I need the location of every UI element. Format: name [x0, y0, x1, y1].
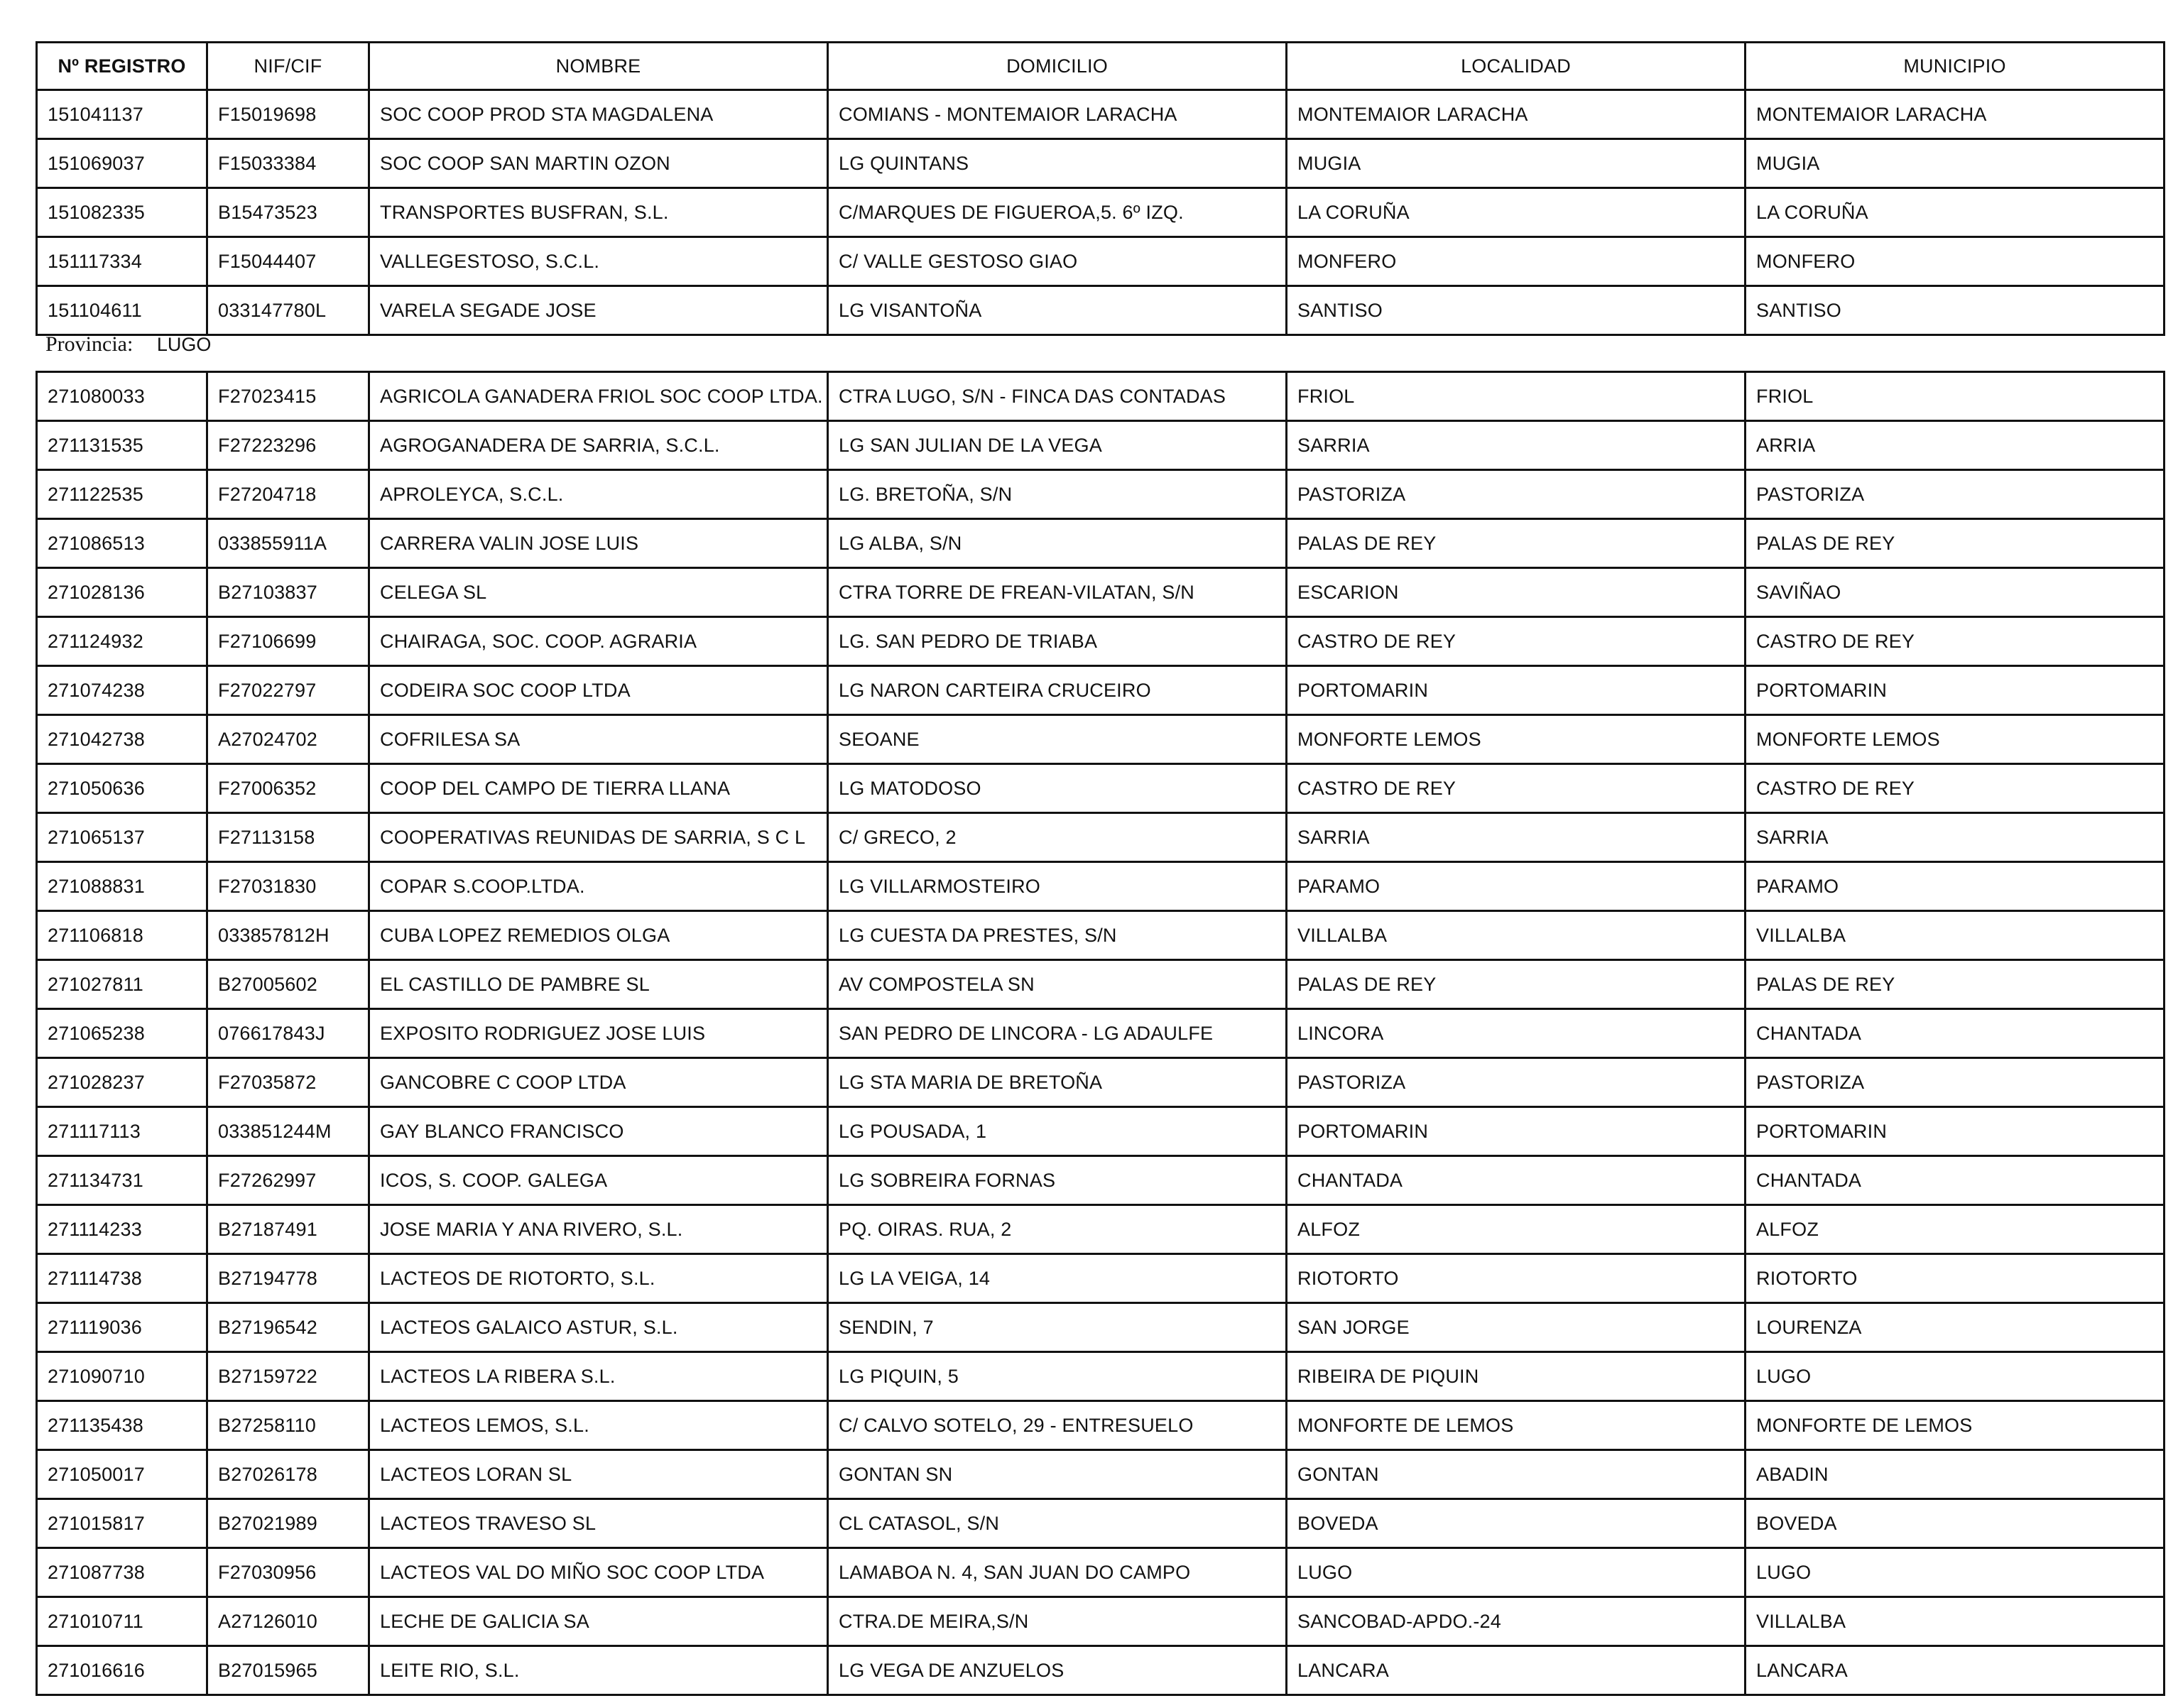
cell-localidad: PARAMO: [1287, 862, 1746, 911]
cell-registro: 271119036: [37, 1303, 207, 1352]
cell-nif: F15019698: [207, 90, 369, 139]
cell-nif: F27113158: [207, 813, 369, 862]
table-row: [37, 1352, 2165, 1401]
province-value: LUGO: [156, 334, 212, 355]
cell-municipio: LUGO: [1746, 1352, 2165, 1401]
table-row: [37, 1303, 2165, 1352]
table-row: [37, 813, 2165, 862]
cell-nombre: COOP DEL CAMPO DE TIERRA LLANA: [369, 764, 828, 813]
cell-municipio: MONTEMAIOR LARACHA: [1746, 90, 2165, 139]
header-domicilio: DOMICILIO: [828, 43, 1287, 90]
table-row: [37, 960, 2165, 1009]
cell-registro: 271090710: [37, 1352, 207, 1401]
cell-nif: B27187491: [207, 1205, 369, 1254]
table-row: [37, 617, 2165, 666]
table-row: [37, 568, 2165, 617]
cell-nombre: CARRERA VALIN JOSE LUIS: [369, 519, 828, 568]
table-row: [37, 1058, 2165, 1107]
header-nombre: NOMBRE: [369, 43, 828, 90]
cell-domicilio: PQ. OIRAS. RUA, 2: [828, 1205, 1287, 1254]
cell-municipio: SARRIA: [1746, 813, 2165, 862]
cell-nif: F27023415: [207, 372, 369, 421]
cell-domicilio: AV COMPOSTELA SN: [828, 960, 1287, 1009]
header-localidad: LOCALIDAD: [1287, 43, 1746, 90]
table-header-row: [37, 43, 2165, 90]
cell-nif: 033855911A: [207, 519, 369, 568]
cell-municipio: LA CORUÑA: [1746, 188, 2165, 237]
cell-municipio: FRIOL: [1746, 372, 2165, 421]
cell-nombre: CUBA LOPEZ REMEDIOS OLGA: [369, 911, 828, 960]
table-row: [37, 1156, 2165, 1205]
cell-nif: F27031830: [207, 862, 369, 911]
cell-nif: B27159722: [207, 1352, 369, 1401]
cell-registro: 271016616: [37, 1646, 207, 1695]
header-nif: NIF/CIF: [207, 43, 369, 90]
cell-domicilio: C/ GRECO, 2: [828, 813, 1287, 862]
cell-nif: F27022797: [207, 666, 369, 715]
cell-registro: 271131535: [37, 421, 207, 470]
cell-municipio: PORTOMARIN: [1746, 1107, 2165, 1156]
cell-nombre: SOC COOP PROD STA MAGDALENA: [369, 90, 828, 139]
cell-nombre: LACTEOS LEMOS, S.L.: [369, 1401, 828, 1450]
cell-nif: B27258110: [207, 1401, 369, 1450]
table-row: [37, 1499, 2165, 1548]
cell-nif: F15044407: [207, 237, 369, 286]
cell-registro: 271117113: [37, 1107, 207, 1156]
cell-registro: 271027811: [37, 960, 207, 1009]
cell-nombre: EXPOSITO RODRIGUEZ JOSE LUIS: [369, 1009, 828, 1058]
cell-domicilio: LG CUESTA DA PRESTES, S/N: [828, 911, 1287, 960]
cell-municipio: ARRIA: [1746, 421, 2165, 470]
table-row: [37, 1401, 2165, 1450]
cell-localidad: MUGIA: [1287, 139, 1746, 188]
table-row: [37, 1450, 2165, 1499]
cell-localidad: CHANTADA: [1287, 1156, 1746, 1205]
cell-domicilio: CTRA LUGO, S/N - FINCA DAS CONTADAS: [828, 372, 1287, 421]
cell-registro: 271080033: [37, 372, 207, 421]
province-line: [45, 332, 211, 357]
cell-domicilio: LG SAN JULIAN DE LA VEGA: [828, 421, 1287, 470]
cell-nif: B27021989: [207, 1499, 369, 1548]
table-row: [37, 470, 2165, 519]
cell-nombre: JOSE MARIA Y ANA RIVERO, S.L.: [369, 1205, 828, 1254]
cell-nombre: CHAIRAGA, SOC. COOP. AGRARIA: [369, 617, 828, 666]
cell-domicilio: C/MARQUES DE FIGUEROA,5. 6º IZQ.: [828, 188, 1287, 237]
cell-municipio: VILLALBA: [1746, 1597, 2165, 1646]
cell-registro: 271065238: [37, 1009, 207, 1058]
cell-domicilio: LG SOBREIRA FORNAS: [828, 1156, 1287, 1205]
cell-domicilio: CL CATASOL, S/N: [828, 1499, 1287, 1548]
table-row: [37, 1254, 2165, 1303]
cell-nombre: TRANSPORTES BUSFRAN, S.L.: [369, 188, 828, 237]
cell-municipio: CHANTADA: [1746, 1009, 2165, 1058]
cell-localidad: PALAS DE REY: [1287, 519, 1746, 568]
cell-localidad: LANCARA: [1287, 1646, 1746, 1695]
cell-nif: F27035872: [207, 1058, 369, 1107]
cell-nombre: AGRICOLA GANADERA FRIOL SOC COOP LTDA.: [369, 372, 828, 421]
cell-registro: 271134731: [37, 1156, 207, 1205]
cell-localidad: SARRIA: [1287, 421, 1746, 470]
cell-nif: B27026178: [207, 1450, 369, 1499]
cell-municipio: PASTORIZA: [1746, 1058, 2165, 1107]
table-row: [37, 519, 2165, 568]
cell-nif: B27196542: [207, 1303, 369, 1352]
cell-domicilio: LG ALBA, S/N: [828, 519, 1287, 568]
cell-domicilio: CTRA.DE MEIRA,S/N: [828, 1597, 1287, 1646]
cell-domicilio: LG VISANTOÑA: [828, 286, 1287, 335]
cell-registro: 271010711: [37, 1597, 207, 1646]
cell-nombre: LACTEOS VAL DO MIÑO SOC COOP LTDA: [369, 1548, 828, 1597]
cell-domicilio: LG. BRETOÑA, S/N: [828, 470, 1287, 519]
cell-municipio: CHANTADA: [1746, 1156, 2165, 1205]
cell-domicilio: SEOANE: [828, 715, 1287, 764]
cell-registro: 271135438: [37, 1401, 207, 1450]
cell-registro: 271050017: [37, 1450, 207, 1499]
cell-municipio: LUGO: [1746, 1548, 2165, 1597]
cell-domicilio: LAMABOA N. 4, SAN JUAN DO CAMPO: [828, 1548, 1287, 1597]
cell-registro: 271088831: [37, 862, 207, 911]
cell-registro: 271114738: [37, 1254, 207, 1303]
table-row: [37, 862, 2165, 911]
cell-nombre: VALLEGESTOSO, S.C.L.: [369, 237, 828, 286]
cell-domicilio: LG MATODOSO: [828, 764, 1287, 813]
cell-nombre: LACTEOS DE RIOTORTO, S.L.: [369, 1254, 828, 1303]
cell-domicilio: LG STA MARIA DE BRETOÑA: [828, 1058, 1287, 1107]
cell-nombre: SOC COOP SAN MARTIN OZON: [369, 139, 828, 188]
cell-localidad: LINCORA: [1287, 1009, 1746, 1058]
cell-municipio: ABADIN: [1746, 1450, 2165, 1499]
cell-localidad: MONFORTE LEMOS: [1287, 715, 1746, 764]
cell-nombre: APROLEYCA, S.C.L.: [369, 470, 828, 519]
cell-municipio: SANTISO: [1746, 286, 2165, 335]
cell-localidad: PASTORIZA: [1287, 1058, 1746, 1107]
cell-nif: F27030956: [207, 1548, 369, 1597]
cell-municipio: BOVEDA: [1746, 1499, 2165, 1548]
cell-nombre: COFRILESA SA: [369, 715, 828, 764]
cell-registro: 271124932: [37, 617, 207, 666]
cell-nif: F27106699: [207, 617, 369, 666]
cell-municipio: SAVIÑAO: [1746, 568, 2165, 617]
cell-registro: 151041137: [37, 90, 207, 139]
cell-registro: 271106818: [37, 911, 207, 960]
table-row: [37, 139, 2165, 188]
cell-nombre: EL CASTILLO DE PAMBRE SL: [369, 960, 828, 1009]
cell-localidad: CASTRO DE REY: [1287, 617, 1746, 666]
cell-localidad: ALFOZ: [1287, 1205, 1746, 1254]
cell-registro: 271065137: [37, 813, 207, 862]
cell-nif: 076617843J: [207, 1009, 369, 1058]
table-row: [37, 715, 2165, 764]
cell-nif: F27223296: [207, 421, 369, 470]
cell-localidad: PORTOMARIN: [1287, 1107, 1746, 1156]
cell-municipio: PARAMO: [1746, 862, 2165, 911]
cell-nif: F27262997: [207, 1156, 369, 1205]
cell-localidad: PORTOMARIN: [1287, 666, 1746, 715]
table-row: [37, 1646, 2165, 1695]
lugo-table-body: [37, 372, 2165, 1695]
cell-registro: 271114233: [37, 1205, 207, 1254]
cell-municipio: MUGIA: [1746, 139, 2165, 188]
cell-localidad: RIBEIRA DE PIQUIN: [1287, 1352, 1746, 1401]
table-row: [37, 1009, 2165, 1058]
cell-municipio: PALAS DE REY: [1746, 519, 2165, 568]
cell-localidad: CASTRO DE REY: [1287, 764, 1746, 813]
cell-localidad: BOVEDA: [1287, 1499, 1746, 1548]
cell-nif: B15473523: [207, 188, 369, 237]
top-table-body: [37, 90, 2165, 335]
cell-nombre: COOPERATIVAS REUNIDAS DE SARRIA, S C L: [369, 813, 828, 862]
cell-municipio: CASTRO DE REY: [1746, 617, 2165, 666]
cell-nif: F27204718: [207, 470, 369, 519]
cell-nombre: AGROGANADERA DE SARRIA, S.C.L.: [369, 421, 828, 470]
cell-domicilio: LG LA VEIGA, 14: [828, 1254, 1287, 1303]
cell-localidad: MONFERO: [1287, 237, 1746, 286]
cell-localidad: VILLALBA: [1287, 911, 1746, 960]
cell-localidad: PASTORIZA: [1287, 470, 1746, 519]
cell-registro: 271074238: [37, 666, 207, 715]
table-row: [37, 1548, 2165, 1597]
cell-registro: 271087738: [37, 1548, 207, 1597]
cell-nif: 033857812H: [207, 911, 369, 960]
table-row: [37, 237, 2165, 286]
table-row: [37, 188, 2165, 237]
table-row: [37, 911, 2165, 960]
cell-nif: 033851244M: [207, 1107, 369, 1156]
cell-domicilio: LG QUINTANS: [828, 139, 1287, 188]
cell-nombre: LACTEOS LA RIBERA S.L.: [369, 1352, 828, 1401]
cell-registro: 151104611: [37, 286, 207, 335]
cell-registro: 151082335: [37, 188, 207, 237]
table-row: [37, 90, 2165, 139]
cell-nif: A27024702: [207, 715, 369, 764]
cell-nombre: LACTEOS GALAICO ASTUR, S.L.: [369, 1303, 828, 1352]
table-row: [37, 1107, 2165, 1156]
cell-localidad: SARRIA: [1287, 813, 1746, 862]
cell-localidad: PALAS DE REY: [1287, 960, 1746, 1009]
cell-domicilio: C/ VALLE GESTOSO GIAO: [828, 237, 1287, 286]
table-row: [37, 764, 2165, 813]
cell-municipio: VILLALBA: [1746, 911, 2165, 960]
cell-registro: 151069037: [37, 139, 207, 188]
cell-registro: 271028136: [37, 568, 207, 617]
cell-municipio: MONFORTE LEMOS: [1746, 715, 2165, 764]
cell-municipio: PORTOMARIN: [1746, 666, 2165, 715]
cell-nif: B27103837: [207, 568, 369, 617]
cell-localidad: SANTISO: [1287, 286, 1746, 335]
cell-domicilio: COMIANS - MONTEMAIOR LARACHA: [828, 90, 1287, 139]
cell-nombre: LEITE RIO, S.L.: [369, 1646, 828, 1695]
cell-domicilio: LG NARON CARTEIRA CRUCEIRO: [828, 666, 1287, 715]
cell-nombre: LACTEOS TRAVESO SL: [369, 1499, 828, 1548]
cell-domicilio: LG PIQUIN, 5: [828, 1352, 1287, 1401]
cell-nombre: ICOS, S. COOP. GALEGA: [369, 1156, 828, 1205]
table-row: [37, 372, 2165, 421]
cell-nombre: LECHE DE GALICIA SA: [369, 1597, 828, 1646]
cell-municipio: LANCARA: [1746, 1646, 2165, 1695]
cell-municipio: MONFORTE DE LEMOS: [1746, 1401, 2165, 1450]
cell-nif: F27006352: [207, 764, 369, 813]
table-row: [37, 1205, 2165, 1254]
cell-domicilio: LG. SAN PEDRO DE TRIABA: [828, 617, 1287, 666]
table-row: [37, 421, 2165, 470]
table-row: [37, 1597, 2165, 1646]
cell-nombre: VARELA SEGADE JOSE: [369, 286, 828, 335]
cell-nif: 033147780L: [207, 286, 369, 335]
cell-domicilio: SENDIN, 7: [828, 1303, 1287, 1352]
cell-localidad: LA CORUÑA: [1287, 188, 1746, 237]
cell-municipio: CASTRO DE REY: [1746, 764, 2165, 813]
cell-domicilio: CTRA TORRE DE FREAN-VILATAN, S/N: [828, 568, 1287, 617]
table-row: [37, 666, 2165, 715]
registry-table-top: [36, 41, 2165, 336]
cell-domicilio: GONTAN SN: [828, 1450, 1287, 1499]
header-registro: Nº REGISTRO: [37, 43, 207, 90]
cell-nif: B27015965: [207, 1646, 369, 1695]
table-row: [37, 286, 2165, 335]
cell-nif: B27194778: [207, 1254, 369, 1303]
cell-localidad: GONTAN: [1287, 1450, 1746, 1499]
cell-localidad: FRIOL: [1287, 372, 1746, 421]
cell-registro: 271050636: [37, 764, 207, 813]
cell-municipio: PASTORIZA: [1746, 470, 2165, 519]
cell-localidad: SANCOBAD-APDO.-24: [1287, 1597, 1746, 1646]
cell-nombre: GANCOBRE C COOP LTDA: [369, 1058, 828, 1107]
cell-municipio: MONFERO: [1746, 237, 2165, 286]
cell-localidad: RIOTORTO: [1287, 1254, 1746, 1303]
cell-localidad: MONTEMAIOR LARACHA: [1287, 90, 1746, 139]
cell-domicilio: SAN PEDRO DE LINCORA - LG ADAULFE: [828, 1009, 1287, 1058]
cell-registro: 271015817: [37, 1499, 207, 1548]
cell-registro: 271028237: [37, 1058, 207, 1107]
cell-nombre: GAY BLANCO FRANCISCO: [369, 1107, 828, 1156]
cell-nif: B27005602: [207, 960, 369, 1009]
cell-registro: 271086513: [37, 519, 207, 568]
cell-nombre: CODEIRA SOC COOP LTDA: [369, 666, 828, 715]
cell-nif: A27126010: [207, 1597, 369, 1646]
cell-domicilio: LG VEGA DE ANZUELOS: [828, 1646, 1287, 1695]
cell-localidad: SAN JORGE: [1287, 1303, 1746, 1352]
cell-nombre: CELEGA SL: [369, 568, 828, 617]
province-label: Provincia:: [45, 332, 134, 356]
cell-municipio: RIOTORTO: [1746, 1254, 2165, 1303]
cell-localidad: ESCARION: [1287, 568, 1746, 617]
cell-municipio: ALFOZ: [1746, 1205, 2165, 1254]
header-municipio: MUNICIPIO: [1746, 43, 2165, 90]
cell-nombre: COPAR S.COOP.LTDA.: [369, 862, 828, 911]
cell-nombre: LACTEOS LORAN SL: [369, 1450, 828, 1499]
cell-domicilio: LG VILLARMOSTEIRO: [828, 862, 1287, 911]
cell-domicilio: C/ CALVO SOTELO, 29 - ENTRESUELO: [828, 1401, 1287, 1450]
cell-registro: 151117334: [37, 237, 207, 286]
cell-domicilio: LG POUSADA, 1: [828, 1107, 1287, 1156]
cell-municipio: LOURENZA: [1746, 1303, 2165, 1352]
cell-nif: F15033384: [207, 139, 369, 188]
registry-table-lugo: [36, 371, 2165, 1696]
cell-localidad: MONFORTE DE LEMOS: [1287, 1401, 1746, 1450]
cell-municipio: PALAS DE REY: [1746, 960, 2165, 1009]
cell-registro: 271122535: [37, 470, 207, 519]
cell-registro: 271042738: [37, 715, 207, 764]
cell-localidad: LUGO: [1287, 1548, 1746, 1597]
